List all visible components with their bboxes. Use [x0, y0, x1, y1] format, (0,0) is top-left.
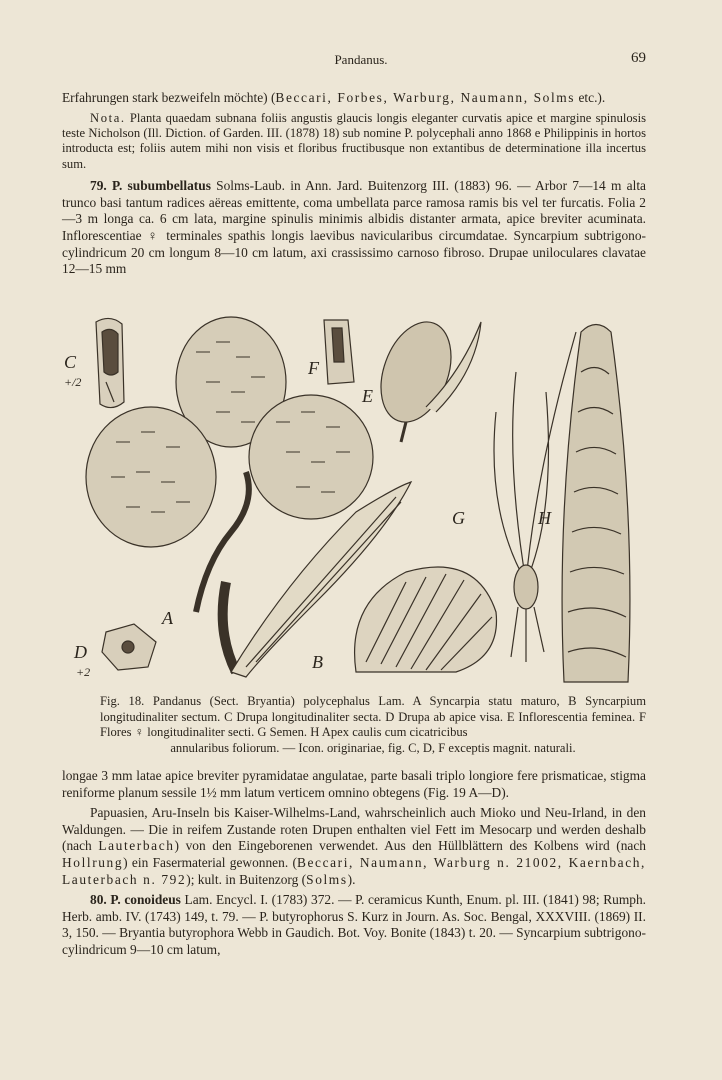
distribution-text-a: Papuasien, Aru-Inseln bis Kaiser-Wilhelms-Land, wahrscheinlich auch Mioko und Neu-Irland, in den Waldungen. — Die in reifem Zustande roten Drupen enthalten viel Fett im Mesocarp und werden deshalb (nach	[62, 805, 646, 854]
stem-apex-h	[562, 325, 630, 683]
name-solms: Solms	[306, 871, 348, 887]
species-79-name: P. subumbellatus	[112, 178, 211, 194]
label-c: C	[64, 352, 77, 372]
label-d-scale: +2	[76, 665, 91, 679]
author-names: Beccari, Forbes, Warburg, Naumann, Solms	[275, 90, 576, 105]
caption-last-line: annularibus foliorum. — Icon. originariae, fig. C, D, F exceptis magnit. naturali.	[170, 740, 576, 755]
running-title: Pandanus.	[334, 52, 388, 67]
species-79-paragraph	[62, 178, 646, 278]
species-80-paragraph	[62, 892, 646, 958]
species-80-text: Lam. Encycl. I. (1783) 372. — P. ceramicus Kunth, Enum. pl. III. (1841) 98; Rumph. Herb. amb. IV. (1743) 149, t. 79. — P. butyrophorus S. Kurz in Journ. As. Soc. Bengal, XXXVIII. (1869) II. 3, 150. — Bryantia butyrophora Webb in Gaudich. Bot. Voy. Bonite (1843) t. 20. — Syncarpium subtrigono-cylindricum 9—10 cm latum,	[62, 892, 647, 957]
paragraph-continuation	[62, 90, 646, 107]
continuation-end: etc.).	[575, 90, 606, 105]
inflorescence-e	[368, 312, 481, 442]
seed-g	[355, 567, 497, 672]
caption-text: Fig. 18. Pandanus (Sect. Bryantia) polycephalus Lam. A Syncarpia statu maturo, B Syncarpium longitudinaliter sectum. C Drupa longitudinaliter secta. D Drupa ab apice visa. E Inflorescentia feminea. F Flores ♀ longitudinaliter secti. G Semen. H Apex caulis cum cicatricibus	[100, 694, 646, 740]
figure-illustration	[56, 312, 656, 692]
drupe-section-c	[96, 318, 124, 407]
distribution-paragraph	[62, 805, 646, 888]
label-a: A	[162, 608, 173, 628]
collector-names: Beccari, Naumann, Warburg n. 21002, Kaernbach, Lauterbach n. 792	[62, 854, 646, 887]
name-hollrung: Hollrung	[62, 854, 124, 870]
flowers-section-f	[324, 320, 354, 384]
label-b: B	[312, 652, 323, 672]
label-f: F	[308, 358, 319, 378]
drupe-apex-d	[102, 624, 156, 670]
page-number: 69	[631, 50, 646, 66]
continuation-text: Erfahrungen stark bezweifeln möchte) (	[62, 90, 276, 105]
nota-text: Planta quaedam subnana foliis angustis glaucis longis eleganter curvatis apice et margine spinulosis teste Nicholson (Ill. Diction. of Garden. III. (1878) 18) sub nomine P. polycephali anno 1868 e Philippinis in hortos introducta est; foliis autem mihi non visis et floribus fructibusque non extantibus de determinatione illa incertus sum.	[62, 110, 646, 171]
distribution-text-e: ).	[347, 871, 356, 887]
nota-paragraph	[62, 111, 646, 173]
label-g: G	[452, 508, 465, 528]
distribution-text-d: ); kult. in Buitenzorg (	[186, 871, 307, 887]
label-c-scale: +/2	[64, 375, 82, 389]
distribution-text-b: ) von den Eingeborenen verwendet. Aus den Hüllblättern des Kolbens wird (nach	[174, 838, 646, 854]
label-e: E	[362, 386, 373, 406]
top-text-block	[62, 90, 646, 278]
nota-label: Nota.	[90, 110, 126, 125]
species-80-name: P. conoideus	[110, 892, 181, 908]
description-continuation: longae 3 mm latae apice breviter pyramidatae angulatae, parte basali triplo longiore fere prismaticae, stigma reniforme planum sessile 1½ mm latum verticem omnino obtegens (Fig. 19 A—D).	[62, 768, 646, 800]
label-d: D	[74, 642, 87, 662]
name-lauterbach: Lauterbach	[98, 838, 175, 854]
species-79-text: Solms-Laub. in Ann. Jard. Buitenzorg III. (1883) 96. — Arbor 7—14 m alta trunco basi tantum radices aëreas emittente, coma umbellata parce ramosa ramis bis vel ter furcatis. Folia 2—3 m longa ca. 6 cm lata, margine spinulis minimis albidis distanter armata, apice breviter acuminata. Inflorescentiae ♀ terminales spathis longis laevibus navicularibus circumdatae. Syncarpium subtrigono-cylindricum 20 cm longum 8—10 cm latum, axi crassissimo carnoso fibroso. Drupae uniloculares clavatae 12—15 mm	[62, 178, 647, 277]
species-79-number: 79.	[90, 178, 112, 194]
label-h: H	[538, 508, 551, 528]
figure-caption	[100, 694, 646, 756]
bottom-text-block	[62, 768, 646, 959]
distribution-text-c: ) ein Fasermaterial gewonnen. (	[123, 854, 297, 870]
botanical-figure	[56, 312, 656, 692]
species-80-number: 80.	[90, 892, 111, 908]
